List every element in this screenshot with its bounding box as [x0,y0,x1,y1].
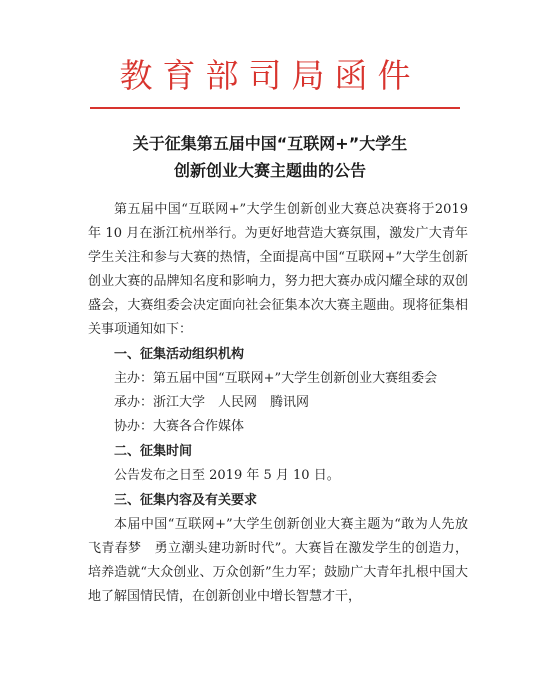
document-title-line-2: 创新创业大赛主题曲的公告 [173,161,366,180]
period-line: 公告发布之日至 2019 年 5 月 10 日。 [114,468,340,483]
host-line: 主办：第五届中国“互联网+”大学生创新创业大赛组委会 [114,371,438,386]
letterhead-title: 教育部司局函件 [119,56,421,95]
co-organizer-line: 协办：大赛各合作媒体 [114,419,245,434]
intro-paragraph: 第五届中国“互联网+”大学生创新创业大赛总决赛将于2019 年 10 月在浙江杭州举行。为更好地营造大赛氛围，激发广大青年学生关注和参与大赛的热情，全面提高中国“互联网+”大学生创新创业大赛的品牌知名度和影响力，努力把大赛办成闪耀全球的双创盛会，大赛组委会决定面向社会征集本次大赛主题曲。现将征集相关事项通知如下： [88,202,468,337]
section-3-heading: 三、征集内容及有关要求 [114,493,258,508]
section-1-heading: 一、征集活动组织机构 [114,347,245,362]
section-3-paragraph: 本届中国“互联网+”大学生创新创业大赛主题为“敢为人先放飞青春梦 勇立潮头建功新时代”。大赛旨在激发学生的创造力，培养造就“大众创业、万众创新”生力军；鼓励广大青年扎根中国大地了解国情民情，在创新创业中增长智慧才干， [88,517,468,604]
organizer-line: 承办：浙江大学 人民网 腾讯网 [114,395,310,410]
letterhead-red-rule [90,107,460,109]
section-2-heading: 二、征集时间 [114,444,193,459]
document-title-line-1: 关于征集第五届中国“互联网+”大学生 [132,134,408,153]
